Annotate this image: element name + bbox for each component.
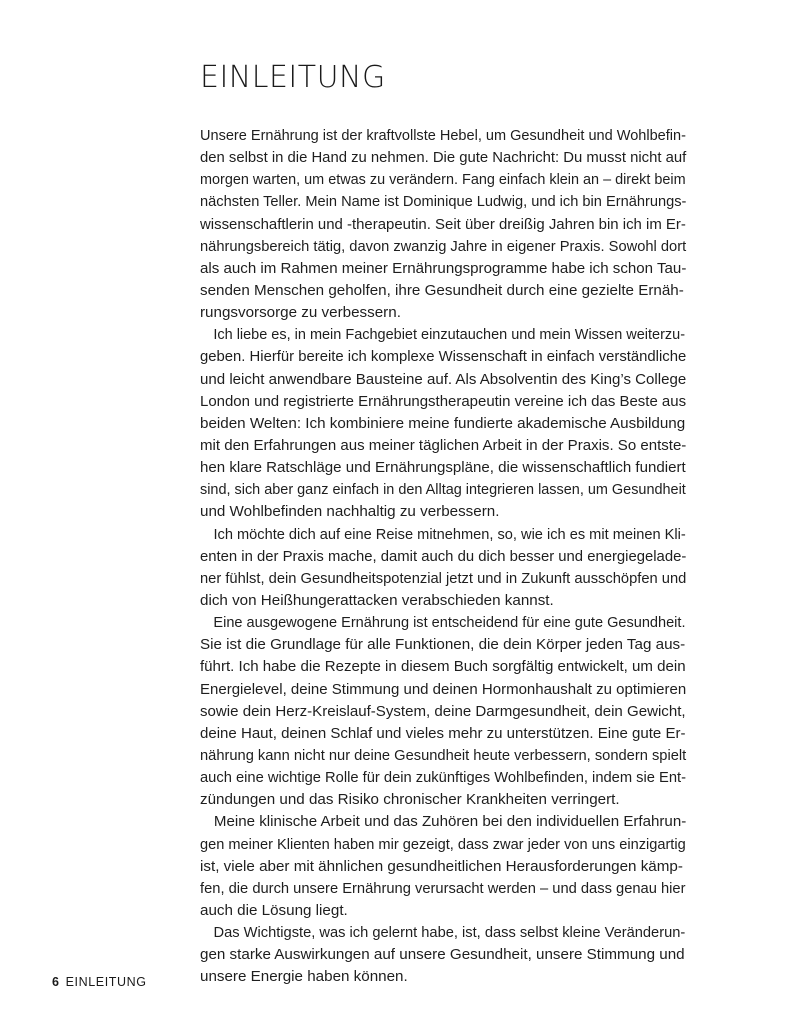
text-line: beiden Welten: Ich kombiniere meine fundierte akademische Ausbildung: [200, 414, 686, 432]
text-line: Das Wichtigste, was ich gelernt habe, ist, dass selbst kleine Veränderun-: [213, 924, 686, 942]
text-line: morgen warten, um etwas zu verändern. Fang einfach klein an – direkt beim: [200, 171, 686, 189]
text-line: Energielevel, deine Stimmung und deinen Hormonhaushalt zu optimieren: [200, 680, 687, 698]
body-text: [200, 125, 686, 988]
text-line: auch eine wichtige Rolle für dein zukünftiges Wohlbefinden, indem sie Ent-: [200, 769, 687, 787]
paragraph-5: [200, 811, 686, 922]
text-line: Sie ist die Grundlage für alle Funktionen, die dein Körper jeden Tag aus-: [200, 636, 686, 654]
text-line: und Wohlbefinden nachhaltig zu verbessern.: [200, 503, 500, 521]
text-line: wissenschaftlerin und -therapeutin. Seit über dreißig Jahren bin ich im Er-: [200, 215, 686, 233]
page-number: 6: [52, 975, 60, 989]
text-line: hen klare Ratschläge und Ernährungspläne, die wissenschaftlich fundiert: [200, 459, 686, 477]
text-line: Meine klinische Arbeit und das Zuhören bei den individuellen Erfahrun-: [213, 813, 687, 831]
text-line: dich von Heißhungerattacken verabschieden kannst.: [200, 591, 554, 609]
text-line: führt. Ich habe die Rezepte in diesem Buch sorgfältig entwickelt, um dein: [200, 658, 686, 676]
text-line: Ich möchte dich auf eine Reise mitnehmen, so, wie ich es mit meinen Kli-: [213, 525, 686, 543]
text-line: Eine ausgewogene Ernährung ist entscheidend für eine gute Gesundheit.: [213, 614, 686, 632]
text-line: senden Menschen geholfen, ihre Gesundheit durch eine gezielte Ernäh-: [200, 281, 684, 299]
running-footer-section: EINLEITUNG: [65, 975, 147, 989]
text-line: nährung kann nicht nur deine Gesundheit heute verbessern, sondern spielt: [200, 746, 687, 764]
text-line: den selbst in die Hand zu nehmen. Die gute Nachricht: Du musst nicht auf: [200, 149, 687, 167]
text-line: nährungsbereich tätig, davon zwanzig Jahre in eigener Praxis. Sowohl dort: [200, 237, 687, 255]
page-title: EINLEITUNG: [200, 60, 386, 95]
text-line: nächsten Teller. Mein Name ist Dominique Ludwig, und ich bin Ernährungs-: [200, 193, 687, 211]
text-line: gen starke Auswirkungen auf unsere Gesundheit, unsere Stimmung und: [200, 946, 685, 964]
page-footer: [52, 975, 147, 989]
text-line: sind, sich aber ganz einfach in den Alltag integrieren lassen, um Gesundheit: [200, 481, 686, 499]
text-line: geben. Hierfür bereite ich komplexe Wissenschaft in einfach verständliche: [200, 348, 687, 366]
paragraph-4: [200, 612, 686, 811]
text-line: und leicht anwendbare Bausteine auf. Als Absolventin des King’s College: [200, 370, 687, 388]
text-line: fen, die durch unsere Ernährung verursacht werden – und dass genau hier: [200, 879, 686, 897]
text-line: sowie dein Herz-Kreislauf-System, deine Darmgesundheit, dein Gewicht,: [200, 702, 686, 720]
text-line: Ich liebe es, in mein Fachgebiet einzutauchen und mein Wissen weiterzu-: [213, 326, 686, 344]
paragraph-2: [200, 324, 686, 523]
text-line: Unsere Ernährung ist der kraftvollste Hebel, um Gesundheit und Wohlbefin-: [200, 127, 686, 144]
text-line: deine Haut, deinen Schlaf und vieles mehr zu unterstützen. Eine gute Er-: [200, 724, 686, 742]
text-line: London und registrierte Ernährungstherapeutin vereine ich das Beste aus: [200, 392, 687, 410]
text-line: ist, viele aber mit ähnlichen gesundheitlichen Herausforderungen kämp-: [200, 857, 683, 875]
text-line: enten in der Praxis mache, damit auch du dich besser und energiegelade-: [200, 547, 687, 565]
paragraph-3: [200, 524, 686, 613]
paragraph-6: [200, 922, 686, 988]
text-line: ner fühlst, dein Gesundheitspotenzial jetzt und in Zukunft ausschöpfen und: [200, 569, 687, 587]
text-line: auch die Lösung liegt.: [200, 901, 348, 919]
text-line: als auch im Rahmen meiner Ernährungsprogramme habe ich schon Tau-: [200, 259, 687, 277]
text-line: unsere Energie haben können.: [200, 968, 408, 986]
paragraph-1: [200, 125, 686, 324]
text-line: zündungen und das Risiko chronischer Krankheiten verringert.: [200, 791, 620, 809]
text-line: mit den Erfahrungen aus meiner täglichen Arbeit in der Praxis. So entste-: [200, 436, 687, 454]
text-line: rungsvorsorge zu verbessern.: [200, 304, 401, 322]
text-line: gen meiner Klienten haben mir gezeigt, dass zwar jeder von uns einzigartig: [200, 835, 686, 853]
